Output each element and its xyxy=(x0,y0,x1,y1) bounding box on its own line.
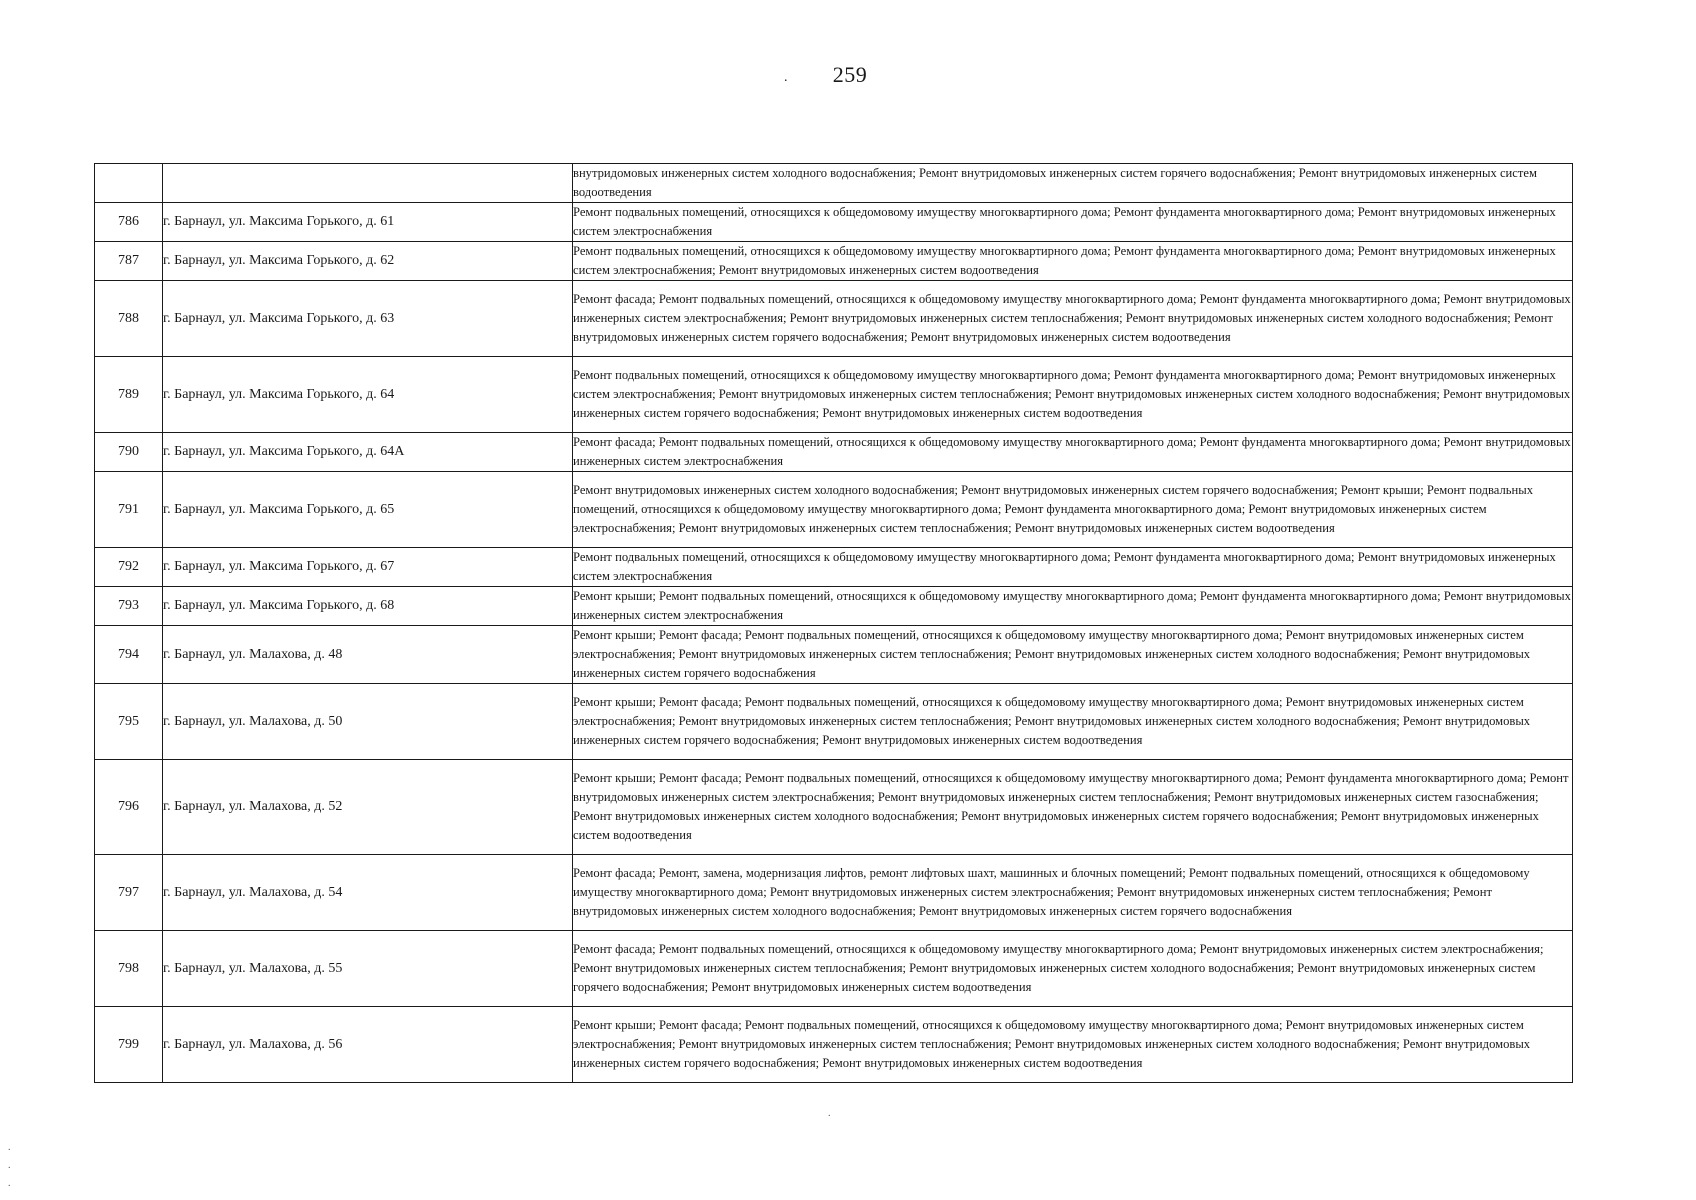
table-row xyxy=(95,855,1573,931)
row-address: г. Барнаул, ул. Максима Горького, д. 64А xyxy=(163,433,573,472)
row-number xyxy=(95,164,163,203)
row-number: 793 xyxy=(95,587,163,626)
row-number: 795 xyxy=(95,684,163,760)
row-address: г. Барнаул, ул. Максима Горького, д. 68 xyxy=(163,587,573,626)
row-works: Ремонт фасада; Ремонт подвальных помещений, относящихся к общедомовому имуществу многоквартирного дома; Ремонт фундамента многоквартирного дома; Ремонт внутридомовых инженерных систем электроснабжения; Ремонт внутридомовых инженерных систем теплоснабжения; Ремонт внутридомовых инженерных систем холодного водоснабжения; Ремонт внутридомовых инженерных систем горячего водоснабжения; Ремонт внутридомовых инженерных систем водоотведения xyxy=(573,281,1573,357)
table-row xyxy=(95,626,1573,684)
row-number: 789 xyxy=(95,357,163,433)
table-row xyxy=(95,281,1573,357)
row-works: Ремонт фасада; Ремонт, замена, модернизация лифтов, ремонт лифтовых шахт, машинных и блочных помещений; Ремонт подвальных помещений, относящихся к общедомовому имуществу многоквартирного дома; Ремонт внутридомовых инженерных систем электроснабжения; Ремонт внутридомовых инженерных систем теплоснабжения; Ремонт внутридомовых инженерных систем холодного водоснабжения; Ремонт внутридомовых инженерных систем горячего водоснабжения xyxy=(573,855,1573,931)
table-row xyxy=(95,242,1573,281)
row-works: Ремонт фасада; Ремонт подвальных помещений, относящихся к общедомовому имуществу многоквартирного дома; Ремонт внутридомовых инженерных систем электроснабжения; Ремонт внутридомовых инженерных систем теплоснабжения; Ремонт внутридомовых инженерных систем холодного водоснабжения; Ремонт внутридомовых инженерных систем горячего водоснабжения; Ремонт внутридомовых инженерных систем водоотведения xyxy=(573,931,1573,1007)
row-number: 787 xyxy=(95,242,163,281)
table-row xyxy=(95,931,1573,1007)
table-row xyxy=(95,164,1573,203)
table-row xyxy=(95,548,1573,587)
housing-repair-table xyxy=(94,163,1573,1083)
row-number: 792 xyxy=(95,548,163,587)
row-works: Ремонт подвальных помещений, относящихся к общедомовому имуществу многоквартирного дома; Ремонт фундамента многоквартирного дома; Ремонт внутридомовых инженерных систем электроснабжения; Ремонт внутридомовых инженерных систем водоотведения xyxy=(573,242,1573,281)
table-row xyxy=(95,472,1573,548)
row-works: Ремонт крыши; Ремонт фасада; Ремонт подвальных помещений, относящихся к общедомовому имуществу многоквартирного дома; Ремонт фундамента многоквартирного дома; Ремонт внутридомовых инженерных систем электроснабжения; Ремонт внутридомовых инженерных систем теплоснабжения; Ремонт внутридомовых инженерных систем газоснабжения; Ремонт внутридомовых инженерных систем холодного водоснабжения; Ремонт внутридомовых инженерных систем горячего водоснабжения; Ремонт внутридомовых инженерных систем водоотведения xyxy=(573,760,1573,855)
row-works: Ремонт крыши; Ремонт подвальных помещений, относящихся к общедомовому имуществу многоквартирного дома; Ремонт фундамента многоквартирного дома; Ремонт внутридомовых инженерных систем электроснабжения xyxy=(573,587,1573,626)
row-number: 797 xyxy=(95,855,163,931)
row-works: Ремонт подвальных помещений, относящихся к общедомовому имуществу многоквартирного дома; Ремонт фундамента многоквартирного дома; Ремонт внутридомовых инженерных систем электроснабжения xyxy=(573,203,1573,242)
row-works: Ремонт крыши; Ремонт фасада; Ремонт подвальных помещений, относящихся к общедомовому имуществу многоквартирного дома; Ремонт внутридомовых инженерных систем электроснабжения; Ремонт внутридомовых инженерных систем теплоснабжения; Ремонт внутридомовых инженерных систем холодного водоснабжения; Ремонт внутридомовых инженерных систем горячего водоснабжения; Ремонт внутридомовых инженерных систем водоотведения xyxy=(573,1007,1573,1083)
page-number: 259 xyxy=(832,62,868,87)
row-address: г. Барнаул, ул. Максима Горького, д. 62 xyxy=(163,242,573,281)
scan-speck: . xyxy=(784,70,788,85)
row-number: 791 xyxy=(95,472,163,548)
table-row xyxy=(95,760,1573,855)
row-works: внутридомовых инженерных систем холодного водоснабжения; Ремонт внутридомовых инженерных систем горячего водоснабжения; Ремонт внутридомовых инженерных систем водоотведения xyxy=(573,164,1573,203)
row-address: г. Барнаул, ул. Малахова, д. 56 xyxy=(163,1007,573,1083)
row-works: Ремонт крыши; Ремонт фасада; Ремонт подвальных помещений, относящихся к общедомовому имуществу многоквартирного дома; Ремонт внутридомовых инженерных систем электроснабжения; Ремонт внутридомовых инженерных систем теплоснабжения; Ремонт внутридомовых инженерных систем холодного водоснабжения; Ремонт внутридомовых инженерных систем горячего водоснабжения xyxy=(573,626,1573,684)
row-address: г. Барнаул, ул. Максима Горького, д. 61 xyxy=(163,203,573,242)
row-number: 788 xyxy=(95,281,163,357)
row-address: г. Барнаул, ул. Малахова, д. 55 xyxy=(163,931,573,1007)
row-number: 794 xyxy=(95,626,163,684)
table-row xyxy=(95,357,1573,433)
table-row xyxy=(95,587,1573,626)
row-number: 786 xyxy=(95,203,163,242)
row-works: Ремонт подвальных помещений, относящихся к общедомовому имуществу многоквартирного дома; Ремонт фундамента многоквартирного дома; Ремонт внутридомовых инженерных систем электроснабжения xyxy=(573,548,1573,587)
row-address: г. Барнаул, ул. Малахова, д. 50 xyxy=(163,684,573,760)
row-works: Ремонт внутридомовых инженерных систем холодного водоснабжения; Ремонт внутридомовых инженерных систем горячего водоснабжения; Ремонт крыши; Ремонт подвальных помещений, относящихся к общедомовому имуществу многоквартирного дома; Ремонт фундамента многоквартирного дома; Ремонт внутридомовых инженерных систем электроснабжения; Ремонт внутридомовых инженерных систем теплоснабжения; Ремонт внутридомовых инженерных систем водоотведения xyxy=(573,472,1573,548)
row-works: Ремонт крыши; Ремонт фасада; Ремонт подвальных помещений, относящихся к общедомовому имуществу многоквартирного дома; Ремонт внутридомовых инженерных систем электроснабжения; Ремонт внутридомовых инженерных систем теплоснабжения; Ремонт внутридомовых инженерных систем холодного водоснабжения; Ремонт внутридомовых инженерных систем горячего водоснабжения; Ремонт внутридомовых инженерных систем водоотведения xyxy=(573,684,1573,760)
row-works: Ремонт подвальных помещений, относящихся к общедомовому имуществу многоквартирного дома; Ремонт фундамента многоквартирного дома; Ремонт внутридомовых инженерных систем электроснабжения; Ремонт внутридомовых инженерных систем теплоснабжения; Ремонт внутридомовых инженерных систем холодного водоснабжения; Ремонт внутридомовых инженерных систем горячего водоснабжения; Ремонт внутридомовых инженерных систем водоотведения xyxy=(573,357,1573,433)
row-address xyxy=(163,164,573,203)
row-address: г. Барнаул, ул. Малахова, д. 52 xyxy=(163,760,573,855)
table-row xyxy=(95,433,1573,472)
row-number: 798 xyxy=(95,931,163,1007)
row-number: 799 xyxy=(95,1007,163,1083)
row-address: г. Барнаул, ул. Максима Горького, д. 64 xyxy=(163,357,573,433)
table-row xyxy=(95,1007,1573,1083)
row-address: г. Барнаул, ул. Малахова, д. 54 xyxy=(163,855,573,931)
row-address: г. Барнаул, ул. Максима Горького, д. 65 xyxy=(163,472,573,548)
row-address: г. Барнаул, ул. Максима Горького, д. 63 xyxy=(163,281,573,357)
row-works: Ремонт фасада; Ремонт подвальных помещений, относящихся к общедомовому имуществу многоквартирного дома; Ремонт фундамента многоквартирного дома; Ремонт внутридомовых инженерных систем электроснабжения xyxy=(573,433,1573,472)
row-address: г. Барнаул, ул. Максима Горького, д. 67 xyxy=(163,548,573,587)
row-address: г. Барнаул, ул. Малахова, д. 48 xyxy=(163,626,573,684)
row-number: 796 xyxy=(95,760,163,855)
row-number: 790 xyxy=(95,433,163,472)
table-row xyxy=(95,684,1573,760)
table-row xyxy=(95,203,1573,242)
